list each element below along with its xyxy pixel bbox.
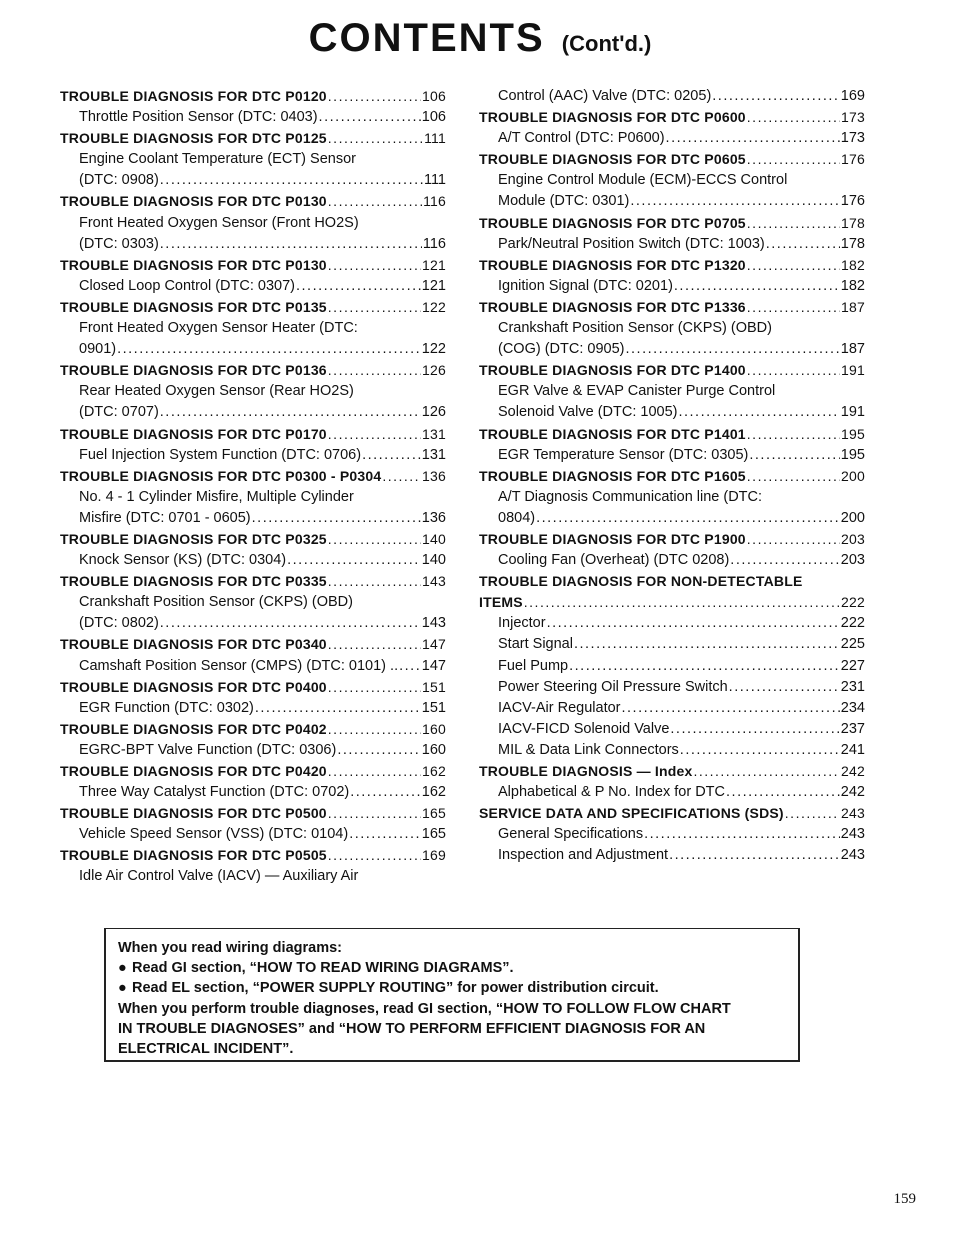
toc-entry bbox=[479, 613, 865, 634]
toc-page-number: 106 bbox=[422, 88, 446, 104]
dot-leader bbox=[749, 445, 839, 466]
toc-entry bbox=[479, 339, 865, 360]
toc-page-number: 243 bbox=[840, 826, 865, 843]
toc-page-number: 203 bbox=[841, 530, 865, 547]
notice-text: IN TROUBLE DIAGNOSES” and “HOW TO PERFORM EFFICIENT DIAGNOSIS FOR AN bbox=[118, 1020, 706, 1037]
dot-leader bbox=[287, 550, 421, 571]
bullet-icon: ● bbox=[118, 980, 127, 997]
dot-leader bbox=[328, 360, 421, 381]
toc-heading bbox=[60, 466, 446, 487]
dot-leader bbox=[766, 234, 840, 255]
toc-heading bbox=[479, 761, 865, 782]
toc-entry bbox=[60, 740, 446, 761]
toc-entry-text: (DTC: 0707) bbox=[79, 404, 159, 421]
toc-entry-text: TROUBLE DIAGNOSIS FOR DTC P0420 bbox=[60, 763, 327, 779]
toc-entry bbox=[60, 149, 446, 170]
toc-entry-text: TROUBLE DIAGNOSIS FOR DTC P0135 bbox=[60, 298, 327, 315]
notice-line bbox=[118, 1039, 798, 1059]
toc-entry-text: TROUBLE DIAGNOSIS FOR DTC P0505 bbox=[60, 847, 327, 864]
toc-entry-text: TROUBLE DIAGNOSIS FOR DTC P1400 bbox=[479, 362, 746, 379]
toc-entry bbox=[60, 170, 446, 191]
toc-heading bbox=[479, 571, 865, 592]
toc-page-number: 162 bbox=[421, 784, 446, 801]
dot-leader bbox=[680, 740, 840, 761]
toc-page-number: 178 bbox=[840, 235, 865, 252]
toc-page-number: 126 bbox=[422, 362, 446, 379]
toc-entry bbox=[479, 318, 865, 339]
toc-heading bbox=[60, 803, 446, 824]
toc-entry-text: IACV-Air Regulator bbox=[498, 699, 621, 716]
toc-entry bbox=[60, 234, 446, 255]
toc-page-number: 151 bbox=[421, 699, 446, 716]
toc-entry-text: TROUBLE DIAGNOSIS FOR DTC P0605 bbox=[479, 151, 746, 168]
dot-leader bbox=[524, 592, 840, 613]
notice-text: Read GI section, “HOW TO READ WIRING DIAGRAMS”. bbox=[132, 960, 514, 977]
toc-entry-text: Ignition Signal (DTC: 0201) bbox=[498, 277, 673, 294]
toc-entry-text: TROUBLE DIAGNOSIS FOR DTC P0170 bbox=[60, 425, 327, 442]
dot-leader bbox=[328, 424, 421, 445]
toc-heading bbox=[60, 677, 446, 698]
notice-line bbox=[118, 1019, 798, 1039]
toc-entry-text: TROUBLE DIAGNOSIS FOR DTC P0325 bbox=[60, 530, 327, 547]
toc-page-number: 160 bbox=[421, 741, 446, 758]
toc-heading bbox=[479, 255, 865, 276]
toc-entry bbox=[479, 445, 865, 466]
toc-entry bbox=[60, 107, 446, 128]
toc-entry bbox=[60, 592, 446, 613]
dot-leader bbox=[382, 466, 421, 487]
toc-page-number: 111 bbox=[423, 172, 446, 189]
toc-entry-text: TROUBLE DIAGNOSIS FOR NON-DETECTABLE bbox=[479, 573, 803, 590]
toc-entry-text: Front Heated Oxygen Sensor (Front HO2S) bbox=[79, 214, 359, 231]
toc-entry bbox=[479, 86, 865, 107]
dot-leader bbox=[328, 255, 421, 276]
toc-entry bbox=[479, 128, 865, 149]
notice-line bbox=[118, 958, 798, 978]
toc-entry bbox=[60, 508, 446, 529]
toc-page-number: 169 bbox=[422, 847, 446, 864]
notice-line bbox=[118, 938, 798, 958]
toc-entry bbox=[479, 191, 865, 212]
toc-entry-text: Idle Air Control Valve (IACV) — Auxiliary Air bbox=[79, 868, 359, 885]
toc-heading bbox=[60, 761, 446, 782]
dot-leader bbox=[729, 677, 840, 698]
toc-page-number: 136 bbox=[421, 509, 446, 526]
dot-leader bbox=[644, 824, 840, 845]
dot-leader bbox=[536, 508, 840, 529]
dot-leader bbox=[670, 719, 839, 740]
toc-heading bbox=[60, 571, 446, 592]
toc-entry bbox=[479, 234, 865, 255]
toc-entry-text: TROUBLE DIAGNOSIS FOR DTC P0136 bbox=[60, 362, 327, 379]
toc-page-number: 222 bbox=[840, 615, 865, 632]
toc-entry bbox=[479, 677, 865, 698]
dot-leader bbox=[337, 740, 420, 761]
toc-page-number: 136 bbox=[422, 467, 446, 484]
toc-page-number: 187 bbox=[841, 298, 865, 315]
toc-entry bbox=[60, 381, 446, 402]
toc-entry bbox=[479, 402, 865, 423]
toc-page-number: 178 bbox=[841, 214, 865, 231]
toc-entry-text: TROUBLE DIAGNOSIS FOR DTC P0335 bbox=[60, 573, 327, 590]
toc-entry-text: IACV-FICD Solenoid Valve bbox=[498, 720, 670, 737]
toc-entry bbox=[479, 824, 865, 845]
dot-leader bbox=[319, 107, 421, 128]
toc-entry bbox=[479, 487, 865, 508]
toc-entry bbox=[60, 318, 446, 339]
toc-entry-text: Start Signal bbox=[498, 636, 573, 653]
toc-entry-text: Fuel Pump bbox=[498, 657, 569, 674]
dot-leader bbox=[328, 297, 421, 318]
toc-page-number: 200 bbox=[841, 467, 865, 484]
toc-entry bbox=[479, 782, 865, 803]
page-title-subtitle: (Cont'd.) bbox=[561, 31, 652, 56]
toc-entry-text: (COG) (DTC: 0905) bbox=[498, 341, 625, 358]
toc-page-number: 165 bbox=[421, 826, 446, 843]
toc-page-number: 173 bbox=[840, 130, 865, 147]
toc-entry-text: EGR Function (DTC: 0302) bbox=[79, 699, 254, 716]
page-number: 159 bbox=[893, 1191, 916, 1207]
toc-entry-text: Cooling Fan (Overheat) (DTC 0208) bbox=[498, 552, 730, 569]
dot-leader bbox=[362, 445, 421, 466]
toc-entry-text: Engine Control Module (ECM)-ECCS Control bbox=[498, 172, 788, 189]
toc-entry-text: No. 4 - 1 Cylinder Misfire, Multiple Cylinder bbox=[79, 488, 354, 505]
toc-entry-text: EGR Valve & EVAP Canister Purge Control bbox=[498, 383, 776, 400]
dot-leader bbox=[328, 571, 421, 592]
dot-leader bbox=[747, 107, 840, 128]
dot-leader bbox=[674, 276, 840, 297]
toc-entry-text: Inspection and Adjustment bbox=[498, 847, 669, 864]
dot-leader bbox=[730, 550, 840, 571]
toc-page-number: 140 bbox=[422, 530, 446, 547]
dot-leader bbox=[666, 128, 840, 149]
toc-entry-text: Throttle Position Sensor (DTC: 0403) bbox=[79, 109, 318, 126]
toc-page-number: 191 bbox=[841, 362, 865, 379]
toc-heading bbox=[60, 360, 446, 381]
toc-entry-text: Knock Sensor (KS) (DTC: 0304) bbox=[79, 552, 287, 569]
toc-entry-text: TROUBLE DIAGNOSIS — Index bbox=[479, 763, 693, 779]
toc-entry-text: Park/Neutral Position Switch (DTC: 1003) bbox=[498, 235, 765, 252]
toc-page-number: 122 bbox=[421, 341, 446, 358]
toc-right-column bbox=[479, 86, 865, 866]
toc-page-number: 231 bbox=[840, 678, 865, 695]
toc-heading bbox=[479, 424, 865, 445]
toc-page-number: 131 bbox=[422, 425, 446, 442]
toc-heading bbox=[60, 191, 446, 212]
toc-entry bbox=[60, 782, 446, 803]
toc-heading bbox=[479, 529, 865, 550]
toc-entry-text: ITEMS bbox=[479, 594, 523, 611]
dot-leader bbox=[350, 782, 421, 803]
dot-leader bbox=[712, 86, 840, 107]
toc-entry-text: EGR Temperature Sensor (DTC: 0305) bbox=[498, 446, 749, 463]
toc-page-number: 176 bbox=[841, 151, 865, 168]
toc-page-number: 116 bbox=[422, 235, 446, 252]
toc-page-number: 237 bbox=[840, 720, 865, 737]
dot-leader bbox=[328, 191, 422, 212]
toc-page-number: 169 bbox=[840, 88, 865, 104]
toc-entry bbox=[479, 719, 865, 740]
dot-leader bbox=[328, 128, 423, 149]
toc-entry-text: Crankshaft Position Sensor (CKPS) (OBD) bbox=[498, 320, 772, 337]
dot-leader bbox=[328, 761, 421, 782]
toc-entry bbox=[479, 656, 865, 677]
toc-entry-text: Rear Heated Oxygen Sensor (Rear HO2S) bbox=[79, 383, 354, 400]
notice-text: When you read wiring diagrams: bbox=[118, 940, 342, 956]
toc-heading bbox=[479, 466, 865, 487]
toc-heading bbox=[60, 86, 446, 107]
toc-page-number: 121 bbox=[421, 277, 446, 294]
toc-entry bbox=[479, 276, 865, 297]
page-title-text: CONTENTS bbox=[308, 16, 545, 60]
toc-heading bbox=[60, 719, 446, 740]
dot-leader bbox=[626, 339, 840, 360]
toc-entry-text: TROUBLE DIAGNOSIS FOR DTC P1320 bbox=[479, 256, 746, 273]
dot-leader bbox=[296, 276, 421, 297]
toc-entry bbox=[60, 445, 446, 466]
toc-heading bbox=[479, 803, 865, 824]
toc-page-number: 143 bbox=[422, 573, 446, 590]
toc-entry bbox=[479, 381, 865, 402]
toc-page-number: 162 bbox=[422, 763, 446, 779]
dot-leader bbox=[160, 234, 422, 255]
page-title bbox=[0, 14, 960, 68]
dot-leader bbox=[747, 529, 840, 550]
dot-leader bbox=[328, 845, 421, 866]
toc-heading bbox=[60, 845, 446, 866]
toc-left-column bbox=[60, 86, 446, 888]
toc-page-number: 116 bbox=[423, 193, 446, 210]
toc-page-number: 195 bbox=[840, 446, 865, 463]
toc-page-number: 241 bbox=[840, 741, 865, 758]
toc-entry-text: (DTC: 0802) bbox=[79, 615, 159, 632]
toc-page-number: 147 bbox=[422, 636, 446, 653]
toc-entry-text: TROUBLE DIAGNOSIS FOR DTC P0130 bbox=[60, 256, 327, 273]
toc-heading bbox=[60, 424, 446, 445]
toc-page-number: 242 bbox=[840, 784, 865, 801]
dot-leader bbox=[399, 656, 421, 677]
dot-leader bbox=[547, 613, 840, 634]
dot-leader bbox=[693, 761, 840, 782]
dot-leader bbox=[785, 803, 840, 824]
toc-page-number: 160 bbox=[422, 720, 446, 737]
toc-entry bbox=[60, 276, 446, 297]
toc-heading bbox=[479, 360, 865, 381]
dot-leader bbox=[328, 86, 421, 107]
toc-entry bbox=[60, 487, 446, 508]
toc-entry-text: Three Way Catalyst Function (DTC: 0702) bbox=[79, 784, 350, 801]
dot-leader bbox=[117, 339, 421, 360]
dot-leader bbox=[349, 824, 421, 845]
dot-leader bbox=[747, 466, 840, 487]
toc-entry bbox=[60, 213, 446, 234]
dot-leader bbox=[160, 170, 423, 191]
toc-page-number: 151 bbox=[422, 678, 446, 695]
toc-entry-text: (DTC: 0303) bbox=[79, 235, 159, 252]
toc-entry-text: Crankshaft Position Sensor (CKPS) (OBD) bbox=[79, 594, 353, 611]
notice-line bbox=[118, 999, 798, 1019]
toc-heading bbox=[60, 634, 446, 655]
toc-heading bbox=[479, 149, 865, 170]
toc-page-number: 200 bbox=[840, 509, 865, 526]
toc-entry-text: EGRC-BPT Valve Function (DTC: 0306) bbox=[79, 741, 337, 758]
toc-entry-text: SERVICE DATA AND SPECIFICATIONS (SDS) bbox=[479, 805, 784, 822]
toc-page-number: 243 bbox=[841, 805, 865, 822]
toc-page-number: 187 bbox=[840, 341, 865, 358]
dot-leader bbox=[328, 803, 421, 824]
dot-leader bbox=[726, 782, 840, 803]
toc-page-number: 182 bbox=[841, 256, 865, 273]
toc-entry-text: TROUBLE DIAGNOSIS FOR DTC P0600 bbox=[479, 109, 746, 126]
toc-page-number: 225 bbox=[840, 636, 865, 653]
toc-entry bbox=[479, 634, 865, 655]
toc-page-number: 131 bbox=[421, 446, 446, 463]
toc-page-number: 176 bbox=[840, 193, 865, 210]
toc-page-number: 227 bbox=[840, 657, 865, 674]
toc-page-number: 242 bbox=[841, 763, 865, 779]
toc-heading bbox=[60, 128, 446, 149]
dot-leader bbox=[328, 719, 421, 740]
dot-leader bbox=[678, 402, 839, 423]
dot-leader bbox=[160, 402, 421, 423]
toc-entry bbox=[60, 866, 446, 887]
dot-leader bbox=[255, 698, 421, 719]
toc-entry-text: Engine Coolant Temperature (ECT) Sensor bbox=[79, 151, 356, 168]
toc-page-number: 243 bbox=[840, 847, 865, 864]
toc-entry-text: Front Heated Oxygen Sensor Heater (DTC: bbox=[79, 320, 358, 337]
toc-entry-text: MIL & Data Link Connectors bbox=[498, 741, 679, 758]
toc-entry bbox=[60, 402, 446, 423]
toc-page-number: 173 bbox=[841, 109, 865, 126]
notice-text: Read EL section, “POWER SUPPLY ROUTING” for power distribution circuit. bbox=[132, 980, 659, 997]
toc-entry-text: 0901) bbox=[79, 341, 117, 358]
toc-entry bbox=[60, 339, 446, 360]
toc-entry-text: Vehicle Speed Sensor (VSS) (DTC: 0104) bbox=[79, 826, 349, 843]
toc-page-number: 222 bbox=[841, 594, 865, 611]
toc-entry-text: TROUBLE DIAGNOSIS FOR DTC P1605 bbox=[479, 467, 746, 484]
toc-entry-text: TROUBLE DIAGNOSIS FOR DTC P0125 bbox=[60, 130, 327, 147]
toc-page-number: 106 bbox=[421, 109, 446, 126]
toc-entry-text: Misfire (DTC: 0701 - 0605) bbox=[79, 509, 251, 526]
toc-heading bbox=[479, 297, 865, 318]
toc-page-number: 111 bbox=[424, 130, 446, 147]
toc-entry bbox=[479, 740, 865, 761]
toc-entry-text: Alphabetical & P No. Index for DTC bbox=[498, 784, 726, 801]
toc-entry-text: TROUBLE DIAGNOSIS FOR DTC P0130 bbox=[60, 193, 327, 210]
toc-entry-text: Solenoid Valve (DTC: 1005) bbox=[498, 404, 678, 421]
toc-entry-text: TROUBLE DIAGNOSIS FOR DTC P0400 bbox=[60, 678, 327, 695]
dot-leader bbox=[569, 656, 840, 677]
toc-entry-text: Injector bbox=[498, 615, 546, 632]
toc-page-number: 195 bbox=[841, 425, 865, 442]
toc-entry-text: Closed Loop Control (DTC: 0307) bbox=[79, 277, 295, 294]
notice-box bbox=[104, 928, 800, 1062]
dot-leader bbox=[328, 634, 421, 655]
toc-page-number: 165 bbox=[422, 805, 446, 822]
toc-entry-text: A/T Control (DTC: P0600) bbox=[498, 130, 665, 147]
toc-page-number: 203 bbox=[840, 552, 865, 569]
dot-leader bbox=[747, 213, 840, 234]
toc-page-number: 121 bbox=[422, 256, 446, 273]
toc-entry-text: A/T Diagnosis Communication line (DTC: bbox=[498, 488, 763, 505]
toc-heading bbox=[60, 297, 446, 318]
toc-entry-text: 0804) bbox=[498, 509, 536, 526]
toc-entry bbox=[60, 824, 446, 845]
toc-entry bbox=[60, 698, 446, 719]
toc-entry-text: TROUBLE DIAGNOSIS FOR DTC P1900 bbox=[479, 530, 746, 547]
toc-entry bbox=[60, 550, 446, 571]
toc-heading bbox=[60, 529, 446, 550]
bullet-icon: ● bbox=[118, 960, 127, 977]
dot-leader bbox=[328, 529, 421, 550]
toc-page-number: 234 bbox=[840, 699, 865, 716]
toc-entry-text: TROUBLE DIAGNOSIS FOR DTC P1336 bbox=[479, 298, 746, 315]
toc-entry bbox=[479, 698, 865, 719]
toc-entry-text: Power Steering Oil Pressure Switch bbox=[498, 678, 728, 695]
dot-leader bbox=[747, 424, 840, 445]
toc-heading bbox=[479, 107, 865, 128]
toc-entry-text: (DTC: 0908) bbox=[79, 172, 159, 189]
toc-page-number: 140 bbox=[421, 552, 446, 569]
dot-leader bbox=[252, 508, 421, 529]
toc-entry-text: Camshaft Position Sensor (CMPS) (DTC: 0101) .. bbox=[79, 657, 399, 674]
notice-text: When you perform trouble diagnoses, read GI section, “HOW TO FOLLOW FLOW CHART bbox=[118, 1000, 731, 1017]
toc-entry-text: Module (DTC: 0301) bbox=[498, 193, 630, 210]
toc-entry-text: TROUBLE DIAGNOSIS FOR DTC P0402 bbox=[60, 720, 327, 737]
toc-entry-text: TROUBLE DIAGNOSIS FOR DTC P1401 bbox=[479, 425, 746, 442]
toc-entry-text: TROUBLE DIAGNOSIS FOR DTC P0340 bbox=[60, 636, 327, 653]
toc-page-number: 122 bbox=[422, 298, 446, 315]
toc-entry-text: TROUBLE DIAGNOSIS FOR DTC P0500 bbox=[60, 805, 327, 822]
dot-leader bbox=[747, 255, 840, 276]
toc-page-number: 126 bbox=[421, 404, 446, 421]
dot-leader bbox=[669, 845, 840, 866]
toc-heading bbox=[479, 592, 865, 613]
toc-entry bbox=[479, 170, 865, 191]
toc-entry-text: TROUBLE DIAGNOSIS FOR DTC P0120 bbox=[60, 88, 327, 104]
toc-entry bbox=[479, 550, 865, 571]
dot-leader bbox=[574, 634, 840, 655]
notice-line bbox=[118, 978, 798, 998]
toc-entry-text: TROUBLE DIAGNOSIS FOR DTC P0300 - P0304 bbox=[60, 467, 382, 484]
dot-leader bbox=[328, 677, 421, 698]
dot-leader bbox=[747, 360, 840, 381]
dot-leader bbox=[747, 297, 840, 318]
toc-entry bbox=[479, 845, 865, 866]
toc-page-number: 182 bbox=[840, 277, 865, 294]
dot-leader bbox=[747, 149, 840, 170]
toc-entry-text: TROUBLE DIAGNOSIS FOR DTC P0705 bbox=[479, 214, 746, 231]
toc-page-number: 191 bbox=[840, 404, 865, 421]
dot-leader bbox=[622, 698, 840, 719]
dot-leader bbox=[160, 613, 421, 634]
toc-page-number: 147 bbox=[421, 657, 446, 674]
toc-entry-text: General Specifications bbox=[498, 826, 644, 843]
dot-leader bbox=[630, 191, 839, 212]
toc-page-number: 143 bbox=[421, 615, 446, 632]
toc-heading bbox=[479, 213, 865, 234]
toc-entry bbox=[60, 613, 446, 634]
notice-text: ELECTRICAL INCIDENT”. bbox=[118, 1041, 294, 1058]
toc-entry bbox=[479, 508, 865, 529]
toc-entry bbox=[60, 656, 446, 677]
toc-heading bbox=[60, 255, 446, 276]
toc-entry-text: Control (AAC) Valve (DTC: 0205) bbox=[498, 88, 712, 104]
toc-entry-text: Fuel Injection System Function (DTC: 0706) bbox=[79, 446, 362, 463]
